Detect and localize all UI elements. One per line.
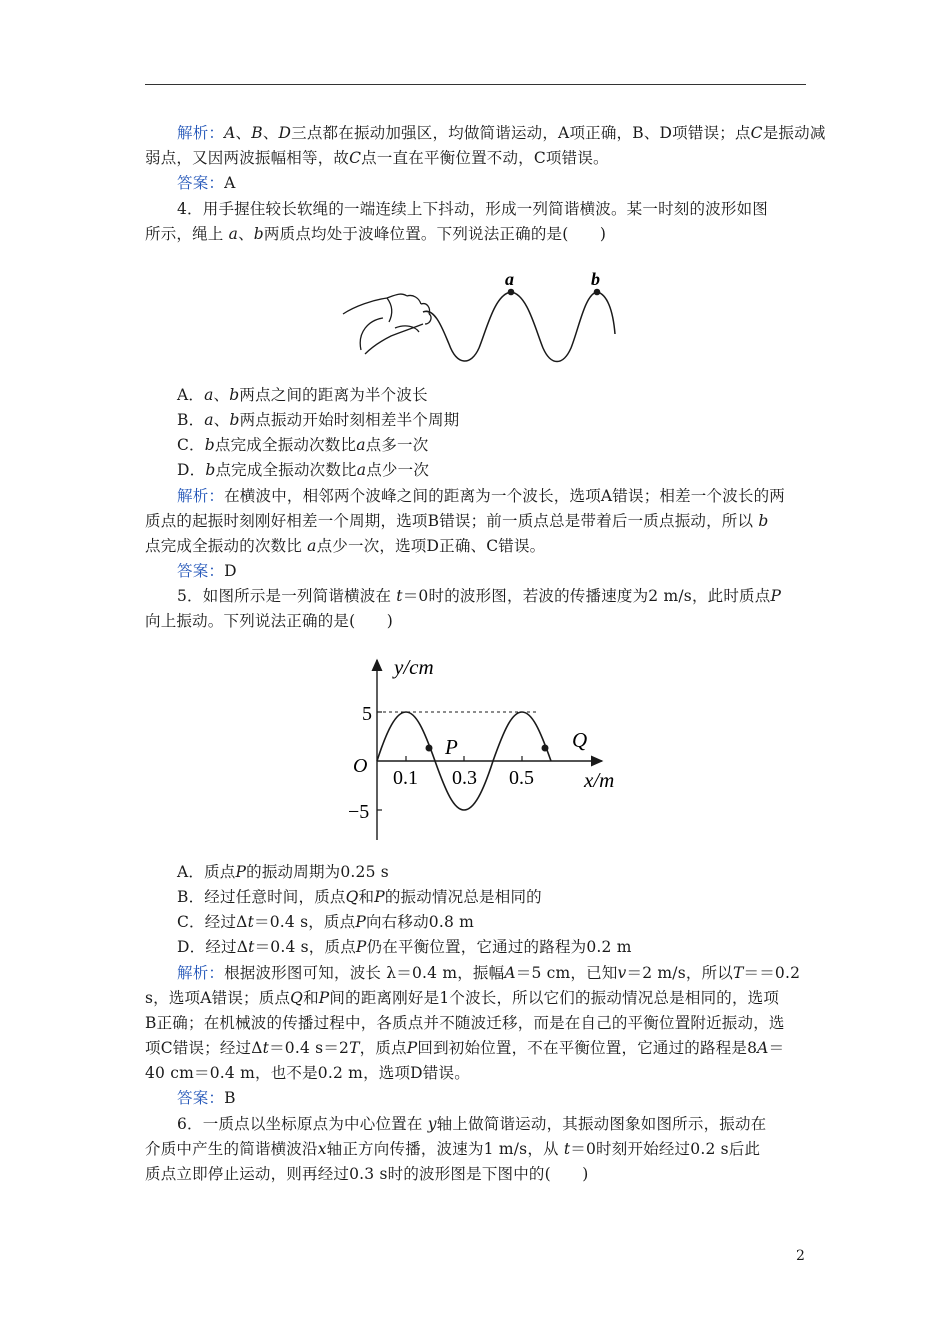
- point-q-marker: [542, 745, 549, 752]
- q4-analysis-line-1: 解析：在横波中，相邻两个波峰之间的距离为一个波长，选项A错误；相差一个波长的两: [177, 487, 786, 505]
- italic-symbol: P: [355, 913, 366, 931]
- italic-symbol: t: [262, 1039, 270, 1057]
- italic-symbol: t: [248, 938, 255, 956]
- italic-symbol: D: [278, 124, 292, 142]
- italic-symbol: a: [204, 386, 214, 404]
- text-run: 、: [235, 124, 252, 142]
- q4-analysis-line-3: [145, 534, 810, 559]
- italic-symbol: P: [406, 1039, 418, 1057]
- q3-answer: [177, 171, 842, 196]
- text-run: C．经过Δ: [177, 913, 248, 931]
- x-tick-label-0.5: 0.5: [509, 767, 534, 789]
- text-run: B．: [177, 411, 205, 429]
- q4-option: [177, 383, 842, 408]
- text-run: ＝0时刻开始经过0.2 s后此: [570, 1140, 761, 1158]
- q5-analysis-line-3: B正确；在机械波的传播过程中，各质点并不随波迁移，而是在自己的平衡位置附近振动，选: [145, 1014, 785, 1032]
- answer-label: 答案：: [177, 562, 225, 580]
- q4-analysis-line-2: [145, 509, 810, 534]
- point-b-label: b: [591, 269, 600, 289]
- q5-answer-value: B: [224, 1089, 236, 1107]
- italic-symbol: Q: [345, 888, 359, 906]
- text-run: 两点之间的距离为半个波长: [239, 386, 428, 404]
- y-tick-label-minus5: −5: [348, 801, 370, 823]
- italic-symbol: C: [750, 124, 763, 142]
- q5-stem-line-2: 向上振动。下列说法正确的是( ): [145, 612, 393, 630]
- italic-symbol: a: [356, 461, 367, 479]
- q6-stem-line-3: 质点立即停止运动，则再经过0.3 s时的波形图是下图中的( ): [145, 1165, 589, 1183]
- text-run: A．质点: [177, 863, 236, 881]
- q4-option: [177, 408, 842, 433]
- text-run: 两质点均处于波峰位置。下列说法正确的是( ): [263, 225, 607, 243]
- text-run: ＝0.4 s，质点: [254, 938, 356, 956]
- italic-symbol: P: [355, 938, 367, 956]
- text-run: D．: [177, 461, 206, 479]
- text-run: 点一直在平衡位置不动，C项错误。: [361, 149, 609, 167]
- italic-symbol: A: [757, 1039, 769, 1057]
- q5-analysis-line-5: 40 cm＝0.4 m，也不是0.2 m，选项D错误。: [145, 1064, 470, 1082]
- q5-option: [177, 860, 842, 885]
- italic-symbol: P: [770, 587, 782, 605]
- q5-analysis-line-1: [177, 961, 842, 986]
- x-axis-label: x/m: [584, 768, 615, 792]
- text-run: ＝0时的波形图，若波的传播速度为2 m/s，此时质点: [402, 587, 771, 605]
- text-run: ＝: [768, 1039, 785, 1057]
- text-run: 根据波形图可知，波长 λ＝0.4 m，振幅: [224, 964, 505, 982]
- x-tick-label-0.1: 0.1: [393, 767, 418, 789]
- text-run: 点多一次: [365, 436, 429, 454]
- text-run: 弱点，又因两波振幅相等，故: [145, 149, 350, 167]
- italic-symbol: b: [229, 411, 240, 429]
- italic-symbol: b: [253, 225, 264, 243]
- text-run: s，选项A错误；质点: [145, 989, 291, 1007]
- point-p-label: P: [445, 735, 458, 759]
- point-a-label: a: [505, 269, 514, 289]
- analysis-label: 解析：: [177, 964, 225, 982]
- italic-symbol: C: [349, 149, 362, 167]
- answer-label: 答案：: [177, 1089, 225, 1107]
- q4-option: [177, 433, 842, 458]
- q4-stem-line-1: 4．用手握住较长软绳的一端连续上下抖动，形成一列简谐横波。某一时刻的波形如图: [177, 200, 768, 218]
- q5-option: [177, 910, 842, 935]
- q4-option: [177, 458, 842, 483]
- italic-symbol: b: [229, 386, 240, 404]
- answer-label: 答案：: [177, 174, 225, 192]
- text-run: 的振动周期为0.25 s: [246, 863, 389, 881]
- q5-option: [177, 885, 842, 910]
- text-run: D．经过Δ: [177, 938, 249, 956]
- text-run: 、: [213, 386, 230, 404]
- italic-symbol: y: [427, 1115, 437, 1133]
- text-run: 、: [238, 225, 254, 243]
- q4-stem-line-2: [145, 222, 810, 247]
- text-run: C．: [177, 436, 205, 454]
- text-run: 回到初始位置，不在平衡位置，它通过的路程是8: [417, 1039, 758, 1057]
- q5-option: [177, 935, 842, 960]
- text-run: ＝＝0.2: [743, 964, 801, 982]
- text-run: 质点的起振时刻刚好相差一个周期，选项B错误；前一质点总是带着后一质点振动，所以: [145, 512, 759, 530]
- analysis-label: 解析：: [177, 124, 225, 142]
- italic-symbol: B: [251, 124, 263, 142]
- text-run: ＝0.4 s，质点: [254, 913, 356, 931]
- italic-symbol: t: [247, 913, 254, 931]
- text-run: 仍在平衡位置，它通过的路程为0.2 m: [366, 938, 632, 956]
- text-run: ＝5 cm，已知: [515, 964, 618, 982]
- q5-answer: [177, 1086, 842, 1111]
- text-run: 轴正方向传播，波速为1 m/s，从: [326, 1140, 564, 1158]
- text-run: 间的距离刚好是1个波长，所以它们的振动情况总是相同的，选项: [329, 989, 780, 1007]
- text-run: 和: [358, 888, 375, 906]
- italic-symbol: a: [307, 537, 317, 555]
- text-run: 、: [262, 124, 279, 142]
- text-run: 点完成全振动次数比: [214, 436, 357, 454]
- text-run: 点完成全振动的次数比: [145, 537, 308, 555]
- text-run: 点少一次: [366, 461, 430, 479]
- q4-answer: [177, 559, 842, 584]
- q5-analysis-line-2: [145, 986, 810, 1011]
- text-run: 和: [303, 989, 319, 1007]
- italic-symbol: x: [317, 1140, 327, 1158]
- q6-stem-line-2: [145, 1137, 810, 1162]
- italic-symbol: t: [563, 1140, 571, 1158]
- italic-symbol: T: [349, 1039, 360, 1057]
- q3-answer-value: A: [224, 174, 236, 192]
- point-q-label: Q: [572, 728, 588, 752]
- italic-symbol: P: [374, 888, 385, 906]
- text-run: 两点振动开始时刻相差半个周期: [239, 411, 460, 429]
- y-axis-label: y/cm: [394, 655, 434, 679]
- point-b-marker: [594, 289, 601, 296]
- q4-answer-value: D: [224, 562, 237, 580]
- q4-rope-wave-figure: [335, 262, 625, 372]
- text-run: 向右移动0.8 m: [365, 913, 475, 931]
- italic-symbol: A: [504, 964, 516, 982]
- header-rule: [145, 84, 806, 85]
- text-run: ＝0.4 s＝2: [269, 1039, 350, 1057]
- q6-stem-line-1: [177, 1112, 842, 1137]
- q5-analysis-line-4: [145, 1036, 810, 1061]
- text-run: ，质点: [359, 1039, 407, 1057]
- italic-symbol: t: [396, 587, 403, 605]
- y-tick-label-5: 5: [362, 703, 372, 725]
- analysis-label: 解析：: [177, 487, 225, 505]
- rope-wave: [423, 292, 615, 362]
- text-run: 项C错误；经过Δ: [145, 1039, 263, 1057]
- italic-symbol: Q: [290, 989, 304, 1007]
- italic-symbol: a: [204, 411, 214, 429]
- text-run: 所示，绳上: [145, 225, 229, 243]
- text-run: 三点都在振动加强区，均做简谐运动，A项正确，B、D项错误；点: [291, 124, 751, 142]
- q3-analysis-line-1: [177, 121, 842, 146]
- point-p-marker: [426, 745, 433, 752]
- page-number: 2: [796, 1248, 805, 1264]
- italic-symbol: b: [204, 436, 215, 454]
- italic-symbol: A: [224, 124, 236, 142]
- text-run: 点少一次，选项D正确、C错误。: [316, 537, 546, 555]
- italic-symbol: b: [205, 461, 216, 479]
- italic-symbol: P: [318, 989, 330, 1007]
- origin-label: O: [353, 755, 368, 777]
- text-run: 轴上做简谐运动，其振动图象如图所示，振动在: [436, 1115, 767, 1133]
- text-run: 的振动情况总是相同的: [384, 888, 542, 906]
- text-run: 6．一质点以坐标原点为中心位置在: [177, 1115, 428, 1133]
- text-run: B．经过任意时间，质点: [177, 888, 346, 906]
- italic-symbol: P: [235, 863, 247, 881]
- text-run: 、: [213, 411, 230, 429]
- italic-symbol: T: [732, 964, 744, 982]
- text-run: 是振动减: [762, 124, 826, 142]
- point-a-marker: [508, 289, 515, 296]
- text-run: 5．如图所示是一列简谐横波在: [177, 587, 397, 605]
- hand-drawing: [343, 294, 431, 354]
- italic-symbol: b: [758, 512, 769, 530]
- x-tick-label-0.3: 0.3: [452, 767, 477, 789]
- italic-symbol: a: [356, 436, 366, 454]
- text-run: A．: [177, 386, 205, 404]
- q3-analysis-line-2: [145, 146, 810, 171]
- italic-symbol: a: [228, 225, 239, 243]
- q5-stem-line-1: [177, 584, 842, 609]
- text-run: ＝2 m/s，所以: [626, 964, 733, 982]
- italic-symbol: v: [617, 964, 627, 982]
- text-run: 介质中产生的简谐横波沿: [145, 1140, 318, 1158]
- q5-wave-graph: [340, 650, 640, 850]
- text-run: 点完成全振动次数比: [215, 461, 357, 479]
